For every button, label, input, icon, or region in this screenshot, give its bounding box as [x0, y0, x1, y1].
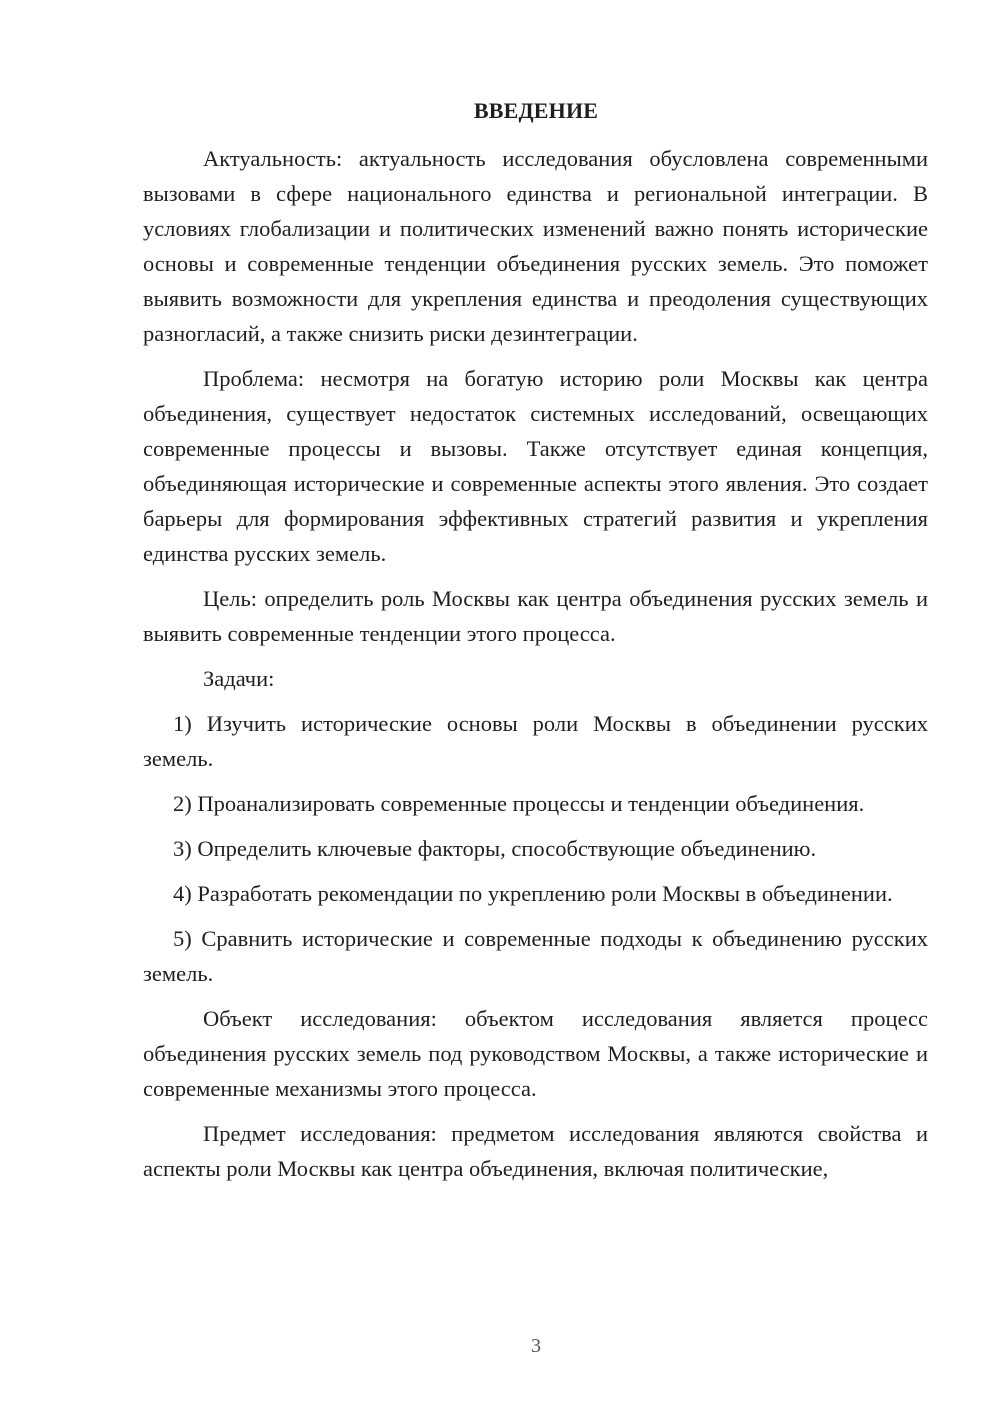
task-item: 3) Определить ключевые факторы, способствующие объединению.: [173, 836, 817, 861]
paragraph-subject: Предмет исследования: предметом исследования являются свойства и аспекты роли Москвы как центра объединения, включая политические,: [143, 1121, 928, 1181]
paragraph-object: Объект исследования: объектом исследования является процесс объединения русских земель под руководством Москвы, а также исторические и современные механизмы этого процесса.: [143, 1006, 928, 1101]
task-item: 5) Сравнить исторические и современные подходы к объединению русских земель.: [143, 926, 928, 986]
document-body: [143, 141, 928, 1196]
page-number: 3: [531, 1335, 541, 1357]
page-title: ВВЕДЕНИЕ: [473, 98, 599, 123]
paragraph-problem: Проблема: несмотря на богатую историю роли Москвы как центра объединения, существует недостаток системных исследований, освещающих современные процессы и вызовы. Также отсутствует единая концепция, объединяющая исторические и современные аспекты этого явления. Это создает барьеры для формирования эффективных стратегий развития и укрепления единства русских земель.: [143, 366, 928, 566]
paragraph-relevance: Актуальность: актуальность исследования обусловлена современными вызовами в сфере национального единства и региональной интеграции. В условиях глобализации и политических изменений важно понять исторические основы и современные тенденции объединения русских земель. Это поможет выявить возможности для укрепления единства и преодоления существующих разногласий, а также снизить риски дезинтеграции.: [143, 146, 928, 346]
paragraph-goal: Цель: определить роль Москвы как центра объединения русских земель и выявить современные тенденции этого процесса.: [143, 586, 928, 646]
task-item: 1) Изучить исторические основы роли Москвы в объединении русских земель.: [143, 711, 928, 771]
task-item: 4) Разработать рекомендации по укреплению роли Москвы в объединении.: [173, 881, 893, 906]
task-item: 2) Проанализировать современные процессы и тенденции объединения.: [173, 791, 865, 816]
paragraph-tasks-heading: Задачи:: [203, 666, 275, 691]
